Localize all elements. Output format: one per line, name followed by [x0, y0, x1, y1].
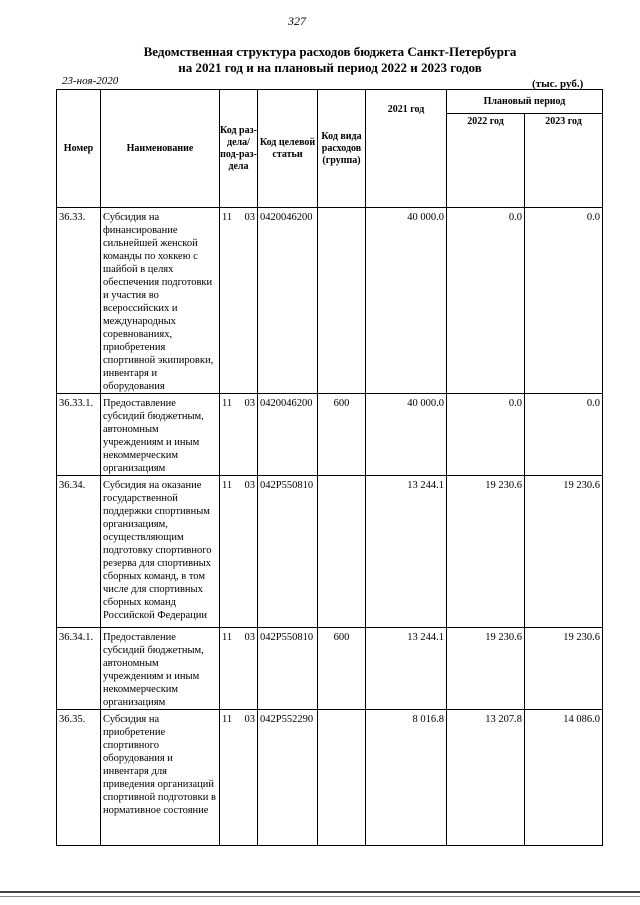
- table-row: [57, 628, 603, 710]
- table-row: [57, 476, 603, 628]
- row-target-code: 042P550810: [258, 476, 318, 628]
- row-section-code: [220, 208, 258, 394]
- row-expense-type: [318, 476, 366, 628]
- row-expense-type: [318, 710, 366, 846]
- title-line-1: Ведомственная структура расходов бюджета Санкт-Петербурга: [143, 44, 517, 59]
- row-expense-type: 600: [318, 394, 366, 476]
- row-expense-type: 600: [318, 628, 366, 710]
- row-name: Субсидия на приобретение спортивного оборудования и инвентаря для приведения организаций спортивной подготовки в нормативное состояние: [101, 710, 220, 846]
- row-2023: 0.0: [525, 394, 603, 476]
- row-section-code: [220, 476, 258, 628]
- row-2021: 13 244.1: [366, 476, 447, 628]
- row-section-code: [220, 394, 258, 476]
- header-number: Номер: [57, 90, 101, 208]
- header-section-code: Код раз-дела/ под-раз-дела: [220, 90, 258, 208]
- row-2022: 19 230.6: [447, 476, 525, 628]
- header-2023: 2023 год: [525, 114, 603, 208]
- title-line-2: на 2021 год и на плановый период 2022 и 2023 годов: [178, 60, 482, 75]
- header-name: Наименование: [101, 90, 220, 208]
- row-number: 36.34.: [57, 476, 101, 628]
- row-2021: 8 016.8: [366, 710, 447, 846]
- row-expense-type: [318, 208, 366, 394]
- row-2023: 19 230.6: [525, 476, 603, 628]
- header-2022: 2022 год: [447, 114, 525, 208]
- page-number: 327: [288, 14, 306, 28]
- subsection: 03: [244, 398, 255, 409]
- header-2021: 2021 год: [366, 90, 447, 208]
- row-2023: 0.0: [525, 208, 603, 394]
- row-2022: 0.0: [447, 394, 525, 476]
- scan-edge-line-2: [0, 896, 640, 897]
- row-name: Предоставление субсидий бюджетным, автономным учреждениям и иным некоммерческим организациям: [101, 394, 220, 476]
- header-planned-period: Плановый период: [447, 90, 603, 114]
- table-row: [57, 394, 603, 476]
- table-row: [57, 208, 603, 394]
- row-2022: 13 207.8: [447, 710, 525, 846]
- row-section-code: [220, 628, 258, 710]
- units-label: (тыс. руб.): [532, 78, 584, 90]
- scan-edge-line: [0, 891, 640, 893]
- header-target-code: Код целевой статьи: [258, 90, 318, 208]
- subsection: 03: [244, 714, 255, 725]
- subsection: 03: [244, 480, 255, 491]
- row-section-code: [220, 710, 258, 846]
- row-number: 36.33.: [57, 208, 101, 394]
- row-2023: 14 086.0: [525, 710, 603, 846]
- row-2021: 13 244.1: [366, 628, 447, 710]
- row-name: Предоставление субсидий бюджетным, автономным учреждениям и иным некоммерческим организациям: [101, 628, 220, 710]
- row-number: 36.33.1.: [57, 394, 101, 476]
- row-2022: 19 230.6: [447, 628, 525, 710]
- row-target-code: 0420046200: [258, 394, 318, 476]
- row-2022: 0.0: [447, 208, 525, 394]
- section: 11: [222, 632, 233, 643]
- subsection: 03: [244, 632, 255, 643]
- row-number: 36.35.: [57, 710, 101, 846]
- row-2021: 40 000.0: [366, 208, 447, 394]
- row-2023: 19 230.6: [525, 628, 603, 710]
- row-number: 36.34.1.: [57, 628, 101, 710]
- table-row: [57, 710, 603, 846]
- row-2021: 40 000.0: [366, 394, 447, 476]
- row-name: Субсидия на финансирование сильнейшей женской команды по хоккею с шайбой в целях обеспечения подготовки и участия во всероссийских и международных соревнованиях, приобретения спортивной экипировки, инвентаря и оборудования: [101, 208, 220, 394]
- budget-table: [56, 89, 603, 846]
- row-target-code: 042P550810: [258, 628, 318, 710]
- section: 11: [222, 480, 233, 491]
- header-expense-type-code: Код вида расходов (группа): [318, 90, 366, 208]
- document-title: [40, 44, 620, 76]
- document-date: 23-ноя-2020: [62, 75, 119, 87]
- section: 11: [222, 212, 233, 223]
- row-target-code: 042P552290: [258, 710, 318, 846]
- row-target-code: 0420046200: [258, 208, 318, 394]
- section: 11: [222, 714, 233, 725]
- subsection: 03: [244, 212, 255, 223]
- row-name: Субсидия на оказание государственной поддержки спортивным организациям, осуществляющим подготовку спортивного резерва для спортивных сборных команд, в том числе для спортивных сборных команд Российской Федерации: [101, 476, 220, 628]
- section: 11: [222, 398, 233, 409]
